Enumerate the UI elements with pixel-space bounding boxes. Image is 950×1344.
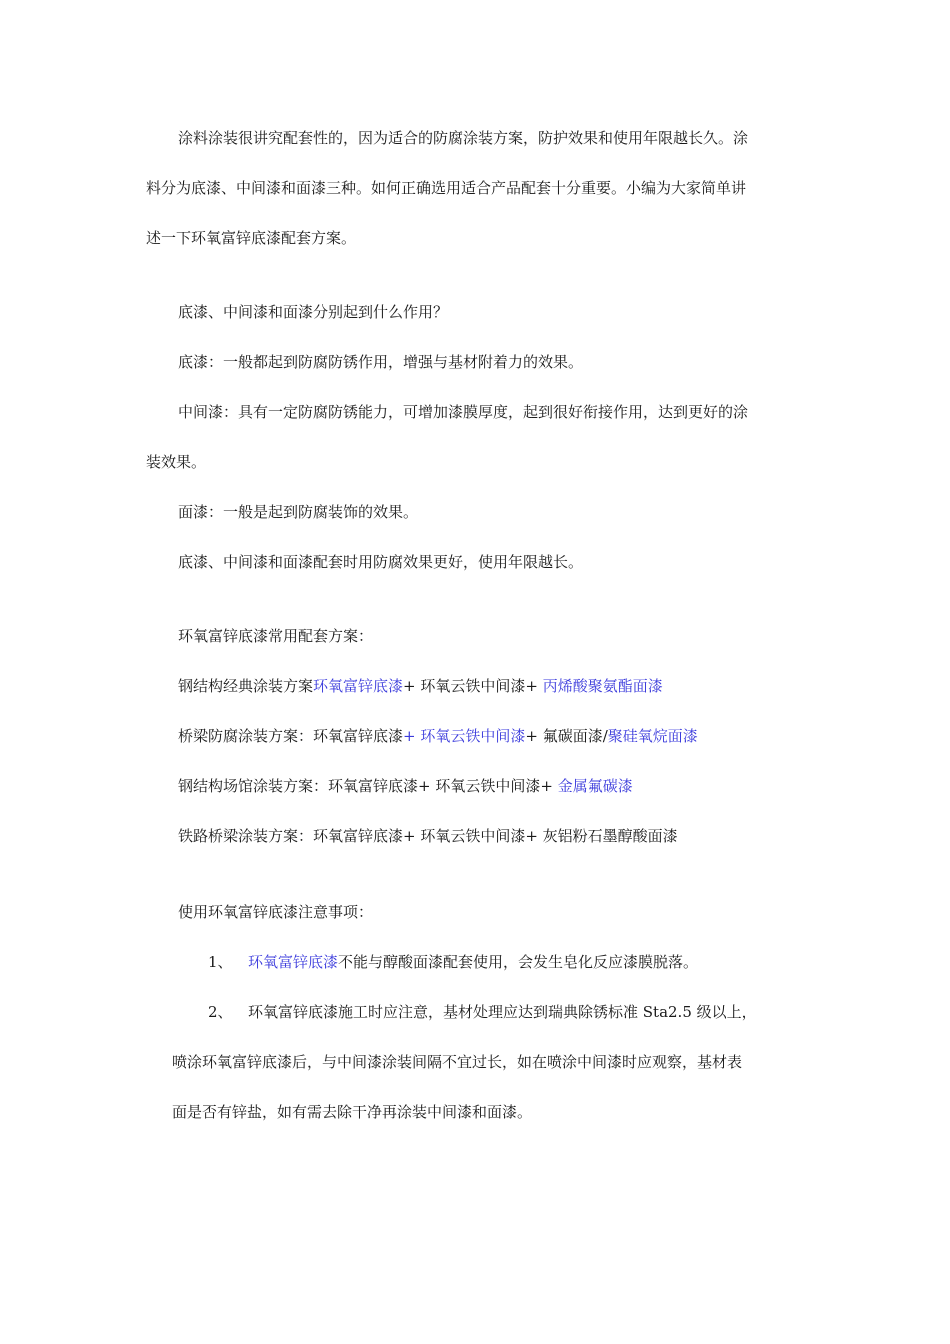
scheme-3-label: 钢结构场馆涂装方案：环氧富锌底漆+ 环氧云铁中间漆+ [178,777,558,795]
roles-primer: 底漆：一般都起到防腐防锈作用，增强与基材附着力的效果。 [178,353,584,371]
note-1 [248,952,698,972]
roles-summary: 底漆、中间漆和面漆配套时用防腐效果更好，使用年限越长。 [178,553,584,571]
roles-intermediate-line-1: 中间漆：具有一定防腐防锈能力，可增加漆膜厚度，起到很好衔接作用，达到更好的涂 [178,403,749,421]
scheme-1-label: 钢结构经典涂装方案 [178,677,314,695]
scheme-steel-venue [178,776,633,796]
note-2-number: 2、 [208,1003,233,1021]
roles-topcoat: 面漆：一般是起到防腐装饰的效果。 [178,503,419,521]
intro-line-3: 述一下环氧富锌底漆配套方案。 [146,229,357,247]
roles-intermediate-line-2: 装效果。 [146,453,207,471]
note-2-line-3: 面是否有锌盐，如有需去除干净再涂装中间漆和面漆。 [172,1103,533,1121]
intro-line-1: 涂料涂装很讲究配套性的，因为适合的防腐涂装方案，防护效果和使用年限越长久。涂 [178,129,749,147]
note-2-line-2: 喷涂环氧富锌底漆后，与中间漆涂装间隔不宜过长，如在喷涂中间漆时应观察，基材表 [172,1053,743,1071]
scheme-2-link-polysiloxane[interactable]: 聚硅氧烷面漆 [607,727,698,745]
scheme-railway-bridge: 铁路桥梁涂装方案：环氧富锌底漆+ 环氧云铁中间漆+ 灰铝粉石墨醇酸面漆 [178,827,678,845]
roles-question: 底漆、中间漆和面漆分别起到什么作用？ [178,303,449,321]
notes-heading: 使用环氧富锌底漆注意事项： [178,903,374,921]
note-1-number: 1、 [208,953,233,971]
scheme-1-link-zinc-primer[interactable]: 环氧富锌底漆 [313,677,404,695]
scheme-bridge [178,726,698,746]
scheme-2-mid: + 氟碳面漆/ [525,727,608,745]
scheme-2-link-mio-intermediate[interactable]: + 环氧云铁中间漆 [403,727,526,745]
scheme-2-label: 桥梁防腐涂装方案：环氧富锌底漆 [178,727,404,745]
note-2-line-1: 环氧富锌底漆施工时应注意，基材处理应达到瑞典除锈标准 Sta2.5 级以上， [248,1003,757,1021]
intro-line-2: 料分为底漆、中间漆和面漆三种。如何正确选用适合产品配套十分重要。小编为大家简单讲 [146,179,747,197]
scheme-3-link-metal-fluorocarbon[interactable]: 金属氟碳漆 [557,777,633,795]
scheme-1-mid: + 环氧云铁中间漆+ [403,677,543,695]
scheme-steel-classic [178,676,663,696]
schemes-heading: 环氧富锌底漆常用配套方案： [178,627,374,645]
note-1-link-zinc-primer[interactable]: 环氧富锌底漆 [248,953,339,971]
note-1-text: 不能与醇酸面漆配套使用，会发生皂化反应漆膜脱落。 [338,953,699,971]
scheme-1-link-acrylic-pu[interactable]: 丙烯酸聚氨酯面漆 [542,677,663,695]
